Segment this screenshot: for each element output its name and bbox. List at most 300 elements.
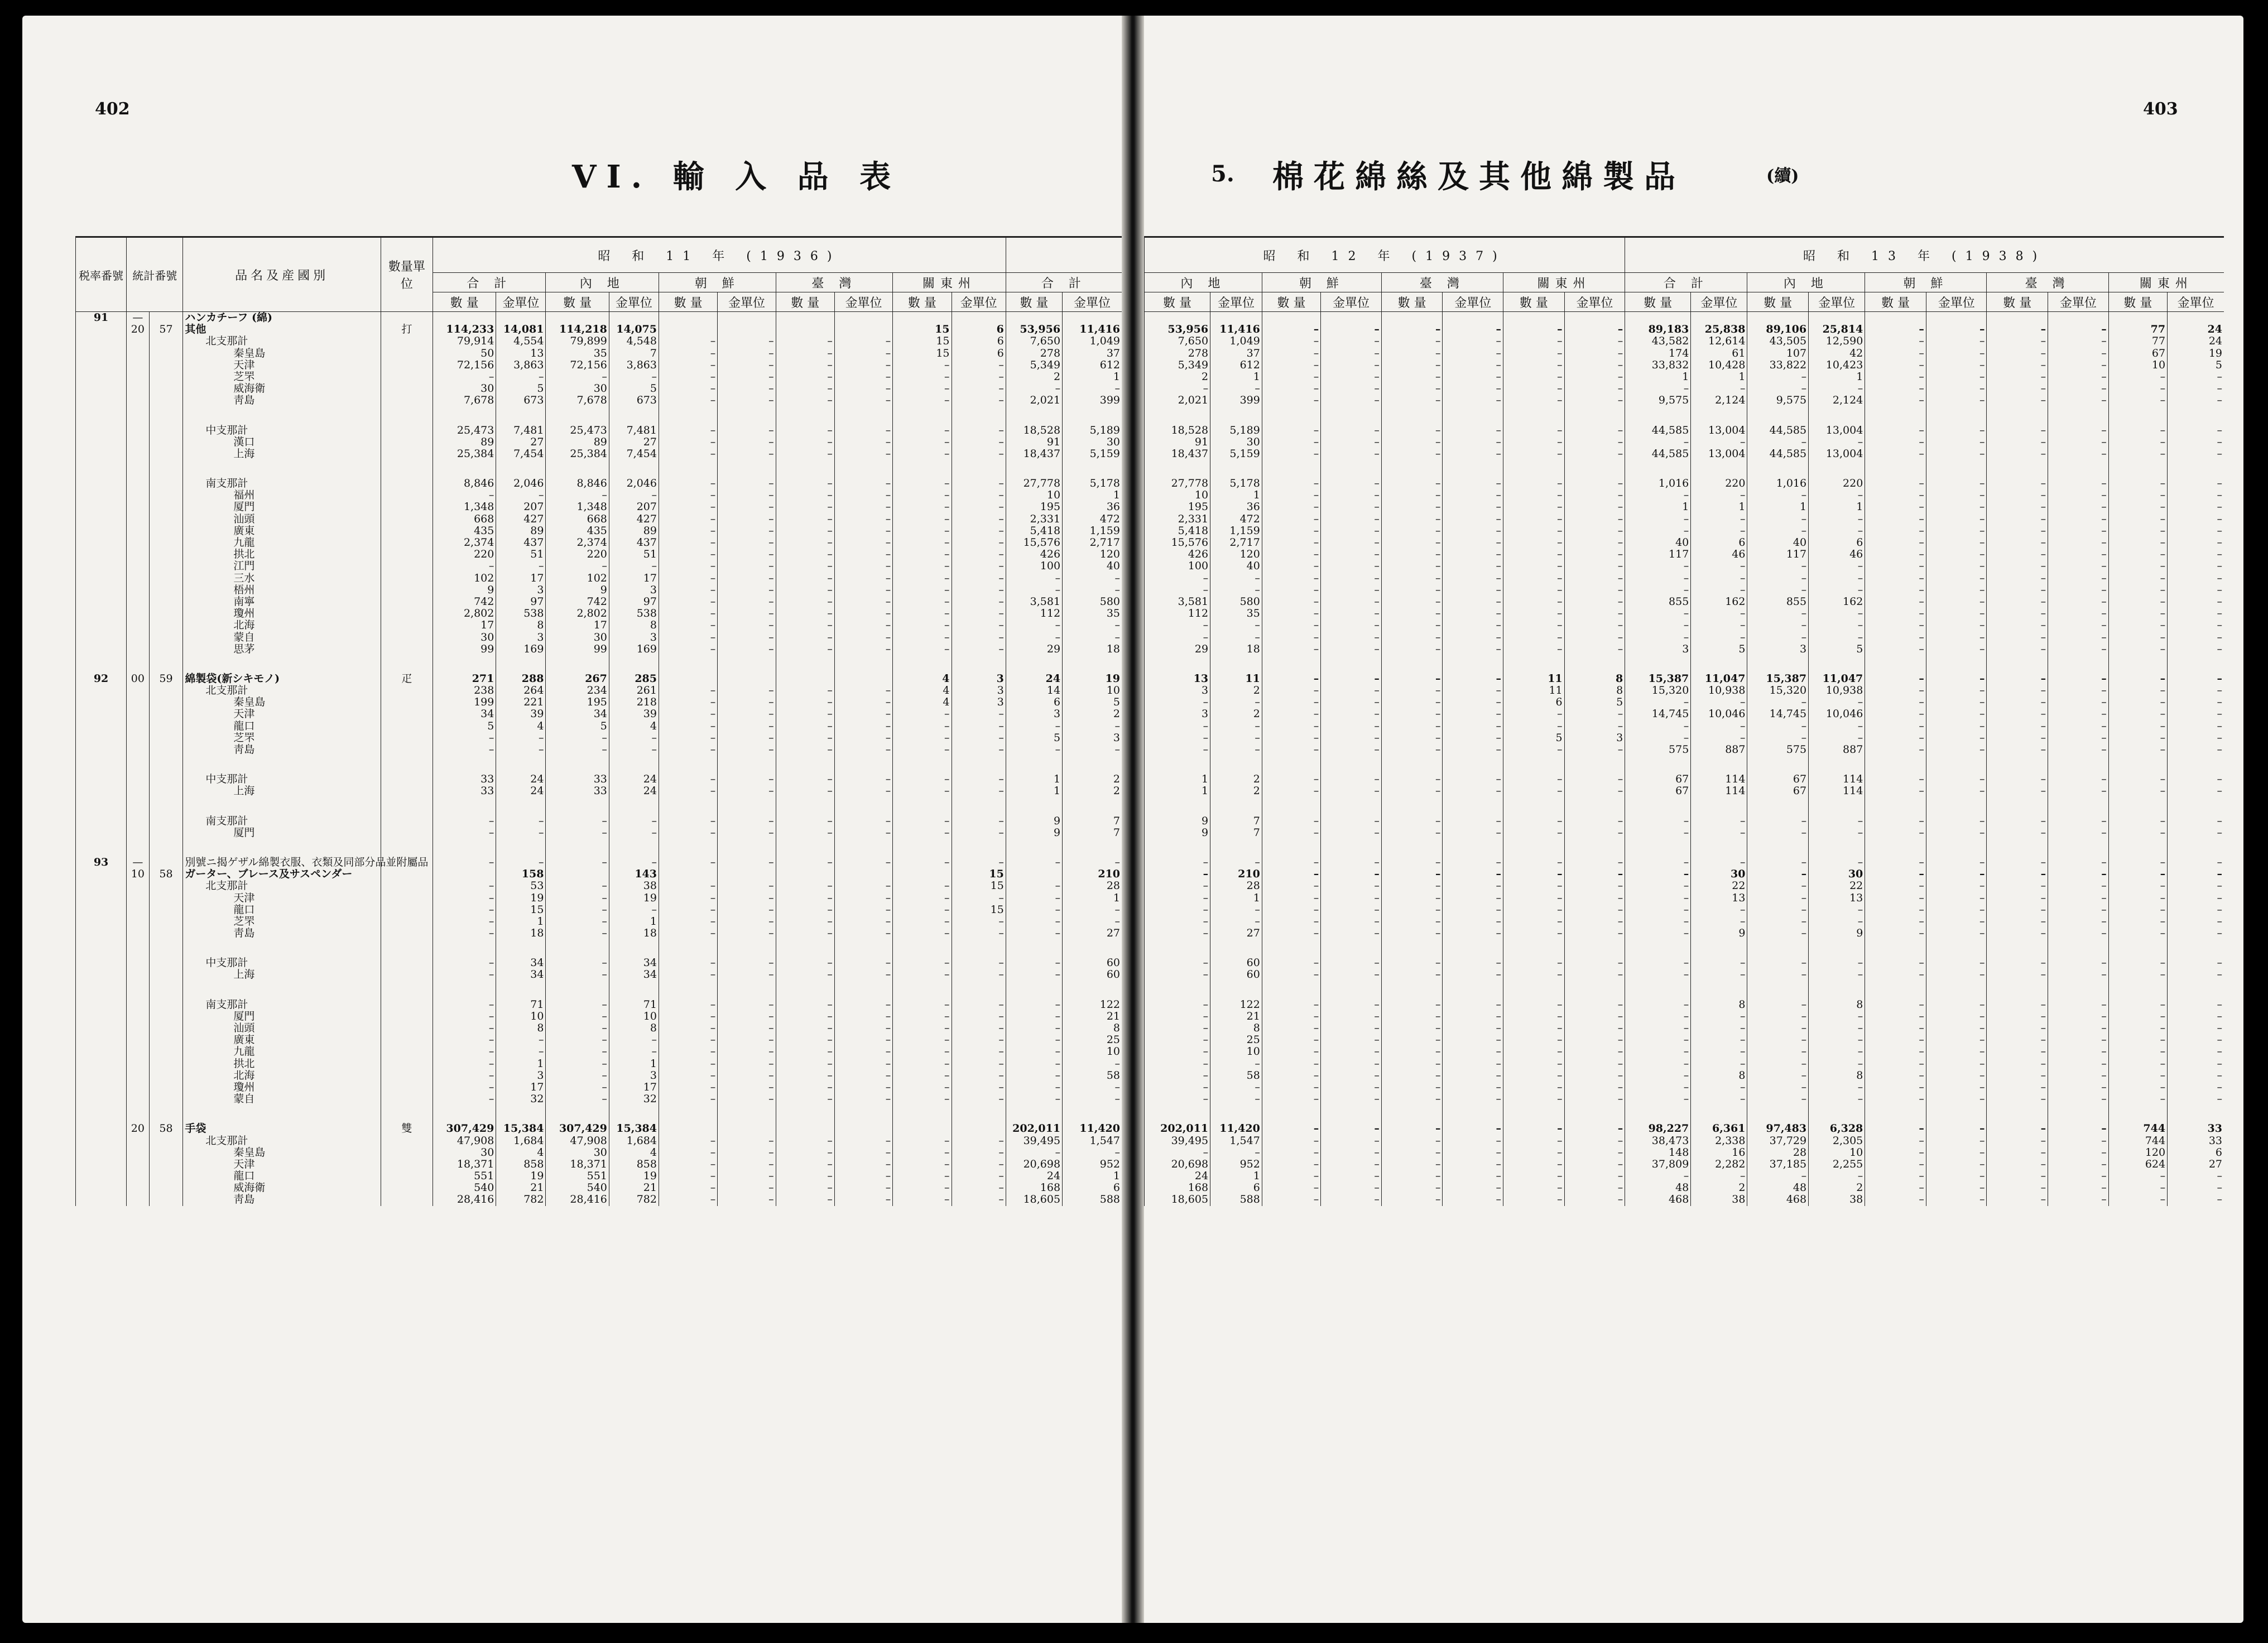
- quantity-cell: –: [1006, 1058, 1062, 1070]
- value-cell: –: [834, 549, 892, 560]
- table-spacer: [1145, 798, 2224, 815]
- quantity-cell: –: [893, 425, 952, 436]
- unit-cell: [381, 1034, 433, 1046]
- quantity-cell: 114,218: [546, 324, 609, 335]
- value-cell: –: [1926, 857, 1987, 868]
- value-cell: –: [834, 904, 892, 916]
- stat-number-b: [149, 785, 183, 797]
- tariff-number: [76, 957, 127, 969]
- tariff-number: [76, 489, 127, 501]
- quantity-cell: –: [659, 395, 717, 406]
- tariff-number: [76, 643, 127, 655]
- value-cell: 19: [1063, 673, 1122, 685]
- value-cell: –: [2168, 880, 2224, 892]
- stat-number-b: [149, 478, 183, 489]
- quantity-cell: 91: [1145, 436, 1210, 448]
- quantity-cell: –: [2108, 619, 2167, 631]
- value-cell: –: [952, 383, 1006, 395]
- quantity-cell: –: [1262, 608, 1320, 619]
- quantity-cell: –: [1987, 857, 2048, 868]
- value-cell: 12,590: [1809, 335, 1865, 347]
- quantity-cell: –: [1503, 916, 1565, 928]
- quantity-cell: –: [776, 359, 834, 371]
- quantity-cell: –: [1381, 904, 1443, 916]
- value-cell: –: [1321, 904, 1382, 916]
- quantity-cell: –: [1865, 537, 1926, 549]
- table-row: [76, 525, 1122, 537]
- value-cell: –: [718, 584, 776, 596]
- quantity-cell: –: [1503, 436, 1565, 448]
- quantity-cell: 5: [1503, 732, 1565, 744]
- value-cell: –: [1926, 708, 1987, 720]
- table-row: [76, 608, 1122, 619]
- quantity-cell: 9,575: [1625, 395, 1691, 406]
- tariff-number: [76, 584, 127, 596]
- value-cell: 580: [1063, 596, 1122, 608]
- value-cell: 24: [496, 785, 546, 797]
- tariff-number: [76, 425, 127, 436]
- quantity-cell: –: [1865, 916, 1926, 928]
- value-cell: –: [1321, 436, 1382, 448]
- quantity-cell: 9,575: [1747, 395, 1809, 406]
- item-name: 北海: [183, 619, 381, 631]
- quantity-cell: –: [1145, 619, 1210, 631]
- table-row: [1145, 1147, 2224, 1159]
- quantity-cell: –: [776, 448, 834, 460]
- value-cell: 9: [1809, 928, 1865, 939]
- value-cell: 21: [1210, 1011, 1262, 1022]
- stat-number-a: [127, 596, 150, 608]
- quantity-cell: –: [893, 708, 952, 720]
- quantity-cell: –: [2108, 513, 2167, 525]
- value-cell: 39: [609, 708, 659, 720]
- value-cell: –: [1564, 1182, 1625, 1194]
- value-cell: –: [2168, 383, 2224, 395]
- quantity-cell: –: [2108, 573, 2167, 584]
- value-cell: 25: [1063, 1034, 1122, 1046]
- value-cell: –: [2168, 632, 2224, 643]
- value-cell: –: [1926, 1170, 1987, 1182]
- stat-number-a: [127, 425, 150, 436]
- value-cell: –: [1926, 335, 1987, 347]
- value-cell: –: [834, 1093, 892, 1105]
- value-cell: –: [1926, 1123, 1987, 1135]
- value-cell: 22: [1809, 880, 1865, 892]
- value-cell: 162: [1809, 596, 1865, 608]
- value-cell: 1: [1210, 1170, 1262, 1182]
- quantity-cell: –: [1381, 537, 1443, 549]
- quantity-cell: –: [1381, 916, 1443, 928]
- value-cell: –: [1926, 383, 1987, 395]
- quantity-cell: –: [893, 892, 952, 904]
- quantity-cell: –: [2108, 1093, 2167, 1105]
- value-cell: [1063, 312, 1122, 324]
- value-cell: –: [2048, 335, 2109, 347]
- value-cell: –: [1443, 632, 1503, 643]
- value-cell: –: [1210, 720, 1262, 732]
- value-cell: –: [1926, 560, 1987, 572]
- value-cell: 6: [1063, 1182, 1122, 1194]
- region-header: 合 計: [433, 273, 546, 292]
- table-row: [1145, 489, 2224, 501]
- quantity-cell: –: [2108, 560, 2167, 572]
- value-cell: –: [1564, 928, 1625, 939]
- value-cell: –: [834, 744, 892, 756]
- quantity-cell: –: [546, 880, 609, 892]
- table-row: [1145, 643, 2224, 655]
- item-name: 綿製袋(新シキモノ): [183, 673, 381, 685]
- table-row: [1145, 868, 2224, 880]
- item-name: 天津: [183, 892, 381, 904]
- table-spacer: [76, 939, 1122, 957]
- value-cell: –: [1809, 489, 1865, 501]
- quantity-cell: –: [1381, 892, 1443, 904]
- value-cell: –: [952, 774, 1006, 785]
- value-cell: –: [2048, 619, 2109, 631]
- quantity-cell: –: [659, 916, 717, 928]
- quantity-cell: –: [1865, 478, 1926, 489]
- quantity-cell: –: [546, 1034, 609, 1046]
- value-cell: –: [834, 448, 892, 460]
- unit-cell: [381, 785, 433, 797]
- value-cell: –: [2168, 1170, 2224, 1182]
- value-cell: 2,305: [1809, 1135, 1865, 1147]
- value-cell: –: [834, 525, 892, 537]
- value-cell: –: [1691, 525, 1747, 537]
- quantity-cell: –: [1262, 720, 1320, 732]
- value-cell: [718, 868, 776, 880]
- quantity-cell: 9: [433, 584, 496, 596]
- quantity-cell: –: [1262, 501, 1320, 513]
- item-name: 厦門: [183, 501, 381, 513]
- value-cell: 6: [952, 324, 1006, 335]
- value-cell: –: [1691, 969, 1747, 981]
- table-row: [1145, 312, 2224, 324]
- quantity-cell: –: [893, 549, 952, 560]
- quantity-cell: –: [1262, 1070, 1320, 1082]
- value-cell: –: [1809, 573, 1865, 584]
- quantity-cell: –: [1865, 525, 1926, 537]
- tariff-number: [76, 324, 127, 335]
- value-cell: –: [718, 720, 776, 732]
- stat-number-b: [149, 904, 183, 916]
- quantity-cell: [1625, 312, 1691, 324]
- quantity-cell: –: [1865, 573, 1926, 584]
- quantity-cell: –: [1145, 928, 1210, 939]
- value-cell: –: [1443, 549, 1503, 560]
- value-cell: –: [1443, 1046, 1503, 1058]
- quantity-header: 數 量: [1381, 292, 1443, 312]
- stat-number-a: [127, 1058, 150, 1070]
- quantity-cell: –: [1503, 1170, 1565, 1182]
- value-cell: –: [718, 1034, 776, 1046]
- value-cell: –: [718, 573, 776, 584]
- quantity-cell: –: [2108, 696, 2167, 708]
- value-cell: –: [1063, 573, 1122, 584]
- value-cell: –: [1926, 928, 1987, 939]
- quantity-cell: 120: [2108, 1147, 2167, 1159]
- quantity-cell: –: [776, 619, 834, 631]
- tariff-number: [76, 513, 127, 525]
- value-cell: –: [496, 1046, 546, 1058]
- quantity-cell: –: [546, 1082, 609, 1093]
- quantity-cell: –: [776, 1182, 834, 1194]
- stat-number-a: [127, 1011, 150, 1022]
- tariff-number: [76, 1123, 127, 1135]
- value-cell: 19: [2168, 348, 2224, 359]
- table-row: [1145, 1170, 2224, 1182]
- quantity-cell: –: [2108, 549, 2167, 560]
- value-cell: 3: [1063, 732, 1122, 744]
- item-name: 上海: [183, 448, 381, 460]
- quantity-header: 數 量: [776, 292, 834, 312]
- value-cell: –: [952, 744, 1006, 756]
- quantity-cell: –: [893, 1058, 952, 1070]
- table-row: [76, 335, 1122, 347]
- value-cell: 3: [496, 1070, 546, 1082]
- quantity-cell: –: [1262, 1058, 1320, 1070]
- value-cell: –: [1809, 732, 1865, 744]
- quantity-cell: –: [1865, 348, 1926, 359]
- quantity-cell: –: [1503, 708, 1565, 720]
- value-cell: –: [609, 857, 659, 868]
- value-cell: –: [2048, 880, 2109, 892]
- value-cell: [1691, 312, 1747, 324]
- quantity-cell: 100: [1145, 560, 1210, 572]
- stat-number-b: [149, 1194, 183, 1205]
- stat-number-b: [149, 928, 183, 939]
- value-cell: 8: [1809, 1070, 1865, 1082]
- value-cell: 2,338: [1691, 1135, 1747, 1147]
- quantity-cell: –: [659, 827, 717, 839]
- stat-number-b: [149, 1058, 183, 1070]
- value-cell: –: [834, 383, 892, 395]
- item-name: 汕頭: [183, 513, 381, 525]
- table-row: [76, 720, 1122, 732]
- quantity-cell: –: [433, 957, 496, 969]
- value-cell: –: [1691, 1093, 1747, 1105]
- quantity-cell: 238: [433, 685, 496, 696]
- value-cell: –: [952, 969, 1006, 981]
- value-cell: 36: [1210, 501, 1262, 513]
- quantity-cell: –: [1987, 827, 2048, 839]
- value-cell: –: [2048, 1070, 2109, 1082]
- quantity-cell: –: [2108, 685, 2167, 696]
- unit-cell: [381, 573, 433, 584]
- quantity-cell: –: [893, 436, 952, 448]
- quantity-cell: 9: [1145, 815, 1210, 827]
- value-cell: –: [1564, 1022, 1625, 1034]
- value-cell: 17: [609, 1082, 659, 1093]
- value-cell: 11,420: [1063, 1123, 1122, 1135]
- quantity-cell: –: [1865, 584, 1926, 596]
- value-cell: –: [1926, 348, 1987, 359]
- value-cell: 38: [609, 880, 659, 892]
- value-cell: –: [952, 785, 1006, 797]
- quantity-cell: –: [776, 1093, 834, 1105]
- value-cell: 8: [1063, 1022, 1122, 1034]
- quantity-cell: 744: [2108, 1135, 2167, 1147]
- table-row: [76, 999, 1122, 1011]
- quantity-cell: 30: [546, 632, 609, 643]
- value-cell: –: [952, 916, 1006, 928]
- quantity-cell: –: [1006, 1011, 1062, 1022]
- value-cell: –: [1321, 1194, 1382, 1205]
- value-cell: –: [1321, 1147, 1382, 1159]
- quantity-cell: –: [1262, 1135, 1320, 1147]
- tariff-number: [76, 632, 127, 643]
- stat-number-a: —: [127, 857, 150, 868]
- value-cell: –: [1443, 815, 1503, 827]
- stat-number-a: [127, 708, 150, 720]
- value-cell: –: [1564, 1082, 1625, 1093]
- quantity-cell: –: [1865, 324, 1926, 335]
- item-name: 別號ニ揭ゲザル綿製衣服、衣類及同部分品並附屬品: [183, 857, 381, 868]
- value-cell: –: [2168, 501, 2224, 513]
- value-cell: 952: [1063, 1159, 1122, 1170]
- unit-cell: [381, 774, 433, 785]
- quantity-cell: –: [1262, 584, 1320, 596]
- quantity-cell: –: [893, 785, 952, 797]
- value-cell: –: [834, 857, 892, 868]
- quantity-cell: 5: [546, 720, 609, 732]
- quantity-cell: –: [1625, 732, 1691, 744]
- stat-number-b: [149, 573, 183, 584]
- value-cell: –: [1564, 1034, 1625, 1046]
- table-row: [1145, 827, 2224, 839]
- value-cell: –: [952, 1022, 1006, 1034]
- stat-number-a: [127, 1147, 150, 1159]
- quantity-cell: –: [1006, 632, 1062, 643]
- value-cell: 8: [1564, 685, 1625, 696]
- unit-cell: [381, 1093, 433, 1105]
- value-cell: –: [1443, 999, 1503, 1011]
- value-cell: –: [1321, 619, 1382, 631]
- quantity-cell: –: [1503, 525, 1565, 537]
- value-cell: –: [1809, 904, 1865, 916]
- value-cell: 2: [1063, 774, 1122, 785]
- value-cell: –: [1691, 815, 1747, 827]
- stat-number-b: [149, 720, 183, 732]
- value-cell: 1,547: [1063, 1135, 1122, 1147]
- value-cell: –: [718, 857, 776, 868]
- value-cell: –: [1691, 916, 1747, 928]
- quantity-cell: –: [433, 560, 496, 572]
- quantity-cell: 2,802: [433, 608, 496, 619]
- value-cell: –: [1691, 1011, 1747, 1022]
- item-name: 上海: [183, 785, 381, 797]
- value-cell: 13: [1809, 892, 1865, 904]
- value-header: 金單位: [496, 292, 546, 312]
- quantity-cell: –: [1381, 673, 1443, 685]
- value-header: 金單位: [1063, 292, 1122, 312]
- value-cell: 10,423: [1809, 359, 1865, 371]
- quantity-cell: 29: [1145, 643, 1210, 655]
- value-cell: 30: [1063, 436, 1122, 448]
- stat-number-a: 20: [127, 324, 150, 335]
- quantity-cell: –: [1865, 596, 1926, 608]
- stat-number-a: —: [127, 312, 150, 324]
- value-cell: –: [718, 685, 776, 696]
- quantity-cell: –: [1865, 436, 1926, 448]
- quantity-cell: –: [1006, 720, 1062, 732]
- value-cell: 1,159: [1063, 525, 1122, 537]
- quantity-cell: 98,227: [1625, 1123, 1691, 1135]
- table-row: [1145, 1194, 2224, 1205]
- quantity-cell: –: [893, 744, 952, 756]
- quantity-cell: –: [1381, 436, 1443, 448]
- value-header: 金單位: [2168, 292, 2224, 312]
- quantity-cell: –: [1747, 720, 1809, 732]
- quantity-cell: –: [776, 549, 834, 560]
- quantity-cell: –: [1747, 584, 1809, 596]
- quantity-cell: 3: [1145, 708, 1210, 720]
- quantity-cell: 44,585: [1625, 425, 1691, 436]
- value-cell: –: [2048, 324, 2109, 335]
- unit-cell: [381, 383, 433, 395]
- value-cell: –: [2168, 744, 2224, 756]
- quantity-cell: 278: [1006, 348, 1062, 359]
- quantity-cell: –: [546, 732, 609, 744]
- quantity-cell: –: [433, 1046, 496, 1058]
- value-cell: –: [1063, 916, 1122, 928]
- quantity-cell: 1: [1747, 501, 1809, 513]
- quantity-cell: 13: [1145, 673, 1210, 685]
- region-header: 朝 鮮: [659, 273, 776, 292]
- quantity-cell: –: [776, 827, 834, 839]
- quantity-cell: 17: [546, 619, 609, 631]
- value-cell: –: [718, 732, 776, 744]
- quantity-cell: 435: [546, 525, 609, 537]
- quantity-cell: –: [1262, 348, 1320, 359]
- stat-number-b: [149, 857, 183, 868]
- value-cell: –: [1321, 371, 1382, 383]
- quantity-cell: –: [2108, 501, 2167, 513]
- quantity-cell: –: [1262, 371, 1320, 383]
- value-cell: –: [952, 371, 1006, 383]
- value-cell: –: [2168, 436, 2224, 448]
- quantity-cell: –: [1503, 1135, 1565, 1147]
- value-cell: –: [1063, 720, 1122, 732]
- quantity-cell: –: [2108, 999, 2167, 1011]
- value-cell: 887: [1691, 744, 1747, 756]
- value-cell: –: [1809, 1093, 1865, 1105]
- value-cell: 288: [496, 673, 546, 685]
- quantity-cell: –: [1865, 383, 1926, 395]
- quantity-cell: –: [1747, 371, 1809, 383]
- quantity-cell: –: [893, 501, 952, 513]
- value-cell: 24: [609, 774, 659, 785]
- value-cell: 3: [609, 584, 659, 596]
- value-cell: –: [952, 632, 1006, 643]
- quantity-cell: –: [1381, 1093, 1443, 1105]
- value-cell: –: [1564, 1147, 1625, 1159]
- value-cell: –: [2168, 1011, 2224, 1022]
- item-name: 天津: [183, 1159, 381, 1170]
- quantity-cell: –: [1145, 720, 1210, 732]
- value-cell: –: [952, 857, 1006, 868]
- quantity-cell: –: [2108, 916, 2167, 928]
- quantity-cell: –: [1987, 525, 2048, 537]
- table-row: [1145, 560, 2224, 572]
- value-cell: –: [834, 916, 892, 928]
- quantity-cell: –: [2108, 904, 2167, 916]
- value-cell: 1: [1809, 501, 1865, 513]
- value-cell: –: [952, 359, 1006, 371]
- quantity-cell: –: [1625, 957, 1691, 969]
- quantity-cell: 2,021: [1006, 395, 1062, 406]
- value-cell: 13: [496, 348, 546, 359]
